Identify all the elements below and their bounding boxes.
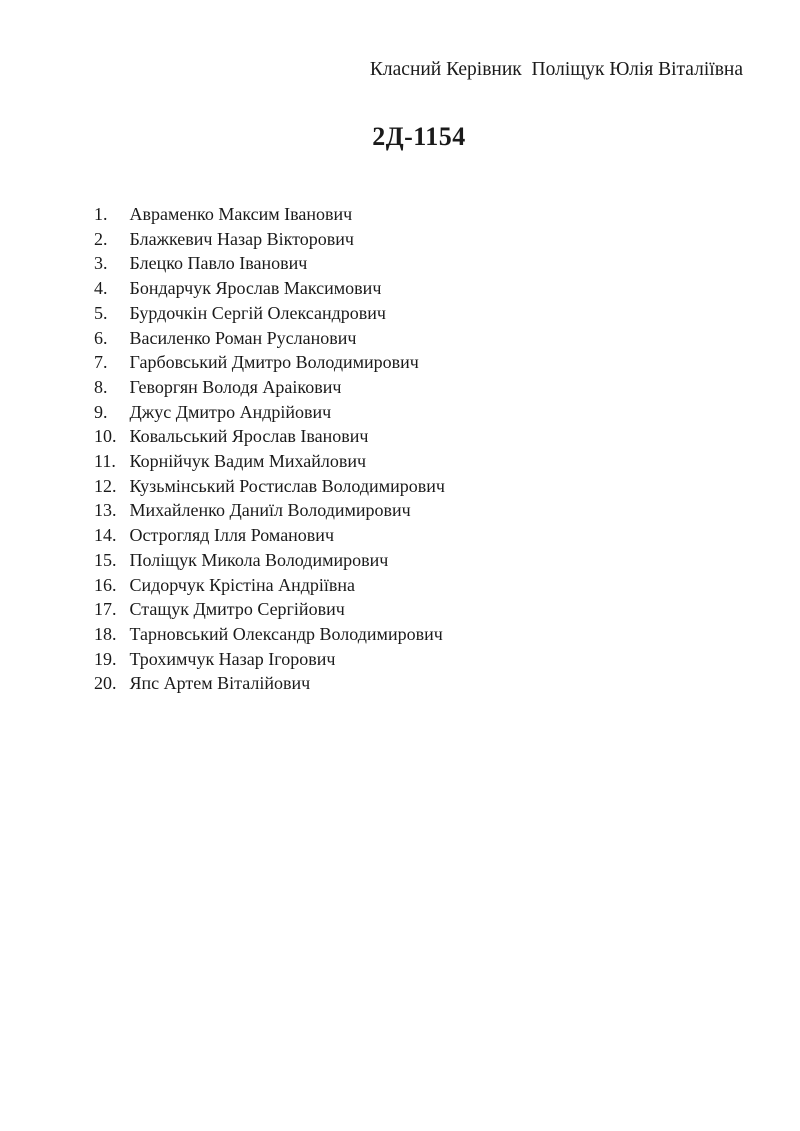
list-item-number: 12.: [94, 475, 117, 496]
list-item: [94, 622, 445, 647]
list-item-number: 7.: [94, 352, 108, 373]
student-list: [94, 202, 445, 696]
list-item: [94, 227, 445, 252]
list-item: [94, 251, 445, 276]
list-item-name: Тарновський Олександр Володимирович: [129, 623, 443, 644]
class-teacher-line: Класний Керівник Поліщук Юлія Віталіївна: [369, 59, 743, 80]
list-item: [94, 647, 445, 672]
list-item: [94, 498, 445, 523]
list-item: [94, 375, 445, 400]
list-item: [94, 400, 445, 425]
list-item: [94, 202, 445, 227]
list-item-name: Острогляд Ілля Романович: [129, 525, 334, 546]
list-item-number: 3.: [94, 253, 108, 274]
list-item: [94, 523, 445, 548]
list-item-name: Блецко Павло Іванович: [129, 253, 308, 274]
list-item-name: Джус Дмитро Андрійович: [129, 401, 332, 422]
list-item-name: Геворгян Володя Араікович: [129, 376, 342, 397]
list-item: [94, 350, 445, 375]
list-item-number: 10.: [94, 426, 117, 447]
list-item-name: Сидорчук Крістіна Андріївна: [129, 574, 356, 595]
list-item-name: Гарбовський Дмитро Володимирович: [129, 352, 419, 373]
list-item-name: Бондарчук Ярослав Максимович: [129, 278, 382, 299]
list-item: [94, 301, 445, 326]
list-item-name: Ковальський Ярослав Іванович: [129, 426, 369, 447]
list-item: [94, 597, 445, 622]
list-item-number: 15.: [94, 549, 117, 570]
list-item-number: 9.: [94, 401, 108, 422]
list-item-number: 19.: [94, 648, 117, 669]
group-title: 2Д-1154: [372, 122, 466, 151]
list-item-number: 6.: [94, 327, 108, 348]
list-item: [94, 276, 445, 301]
list-item: [94, 671, 445, 696]
list-item-number: 13.: [94, 500, 117, 521]
list-item-number: 4.: [94, 278, 108, 299]
list-item: [94, 424, 445, 449]
list-item: [94, 548, 445, 573]
list-item-number: 8.: [94, 376, 108, 397]
list-item-number: 2.: [94, 228, 108, 249]
list-item-name: Василенко Роман Русланович: [129, 327, 357, 348]
list-item-name: Поліщук Микола Володимирович: [129, 549, 389, 570]
list-item-number: 16.: [94, 574, 117, 595]
list-item-name: Блажкевич Назар Вікторович: [129, 228, 354, 249]
list-item-name: Кузьмінський Ростислав Володимирович: [129, 475, 445, 496]
list-item-name: Стащук Дмитро Сергійович: [129, 599, 345, 620]
list-item-number: 1.: [94, 204, 108, 224]
list-item-name: Корнійчук Вадим Михайлович: [129, 451, 367, 472]
list-item-number: 5.: [94, 302, 108, 323]
list-item: [94, 326, 445, 351]
list-item: [94, 573, 445, 598]
list-item-name: Михайленко Даниїл Володимирович: [129, 500, 411, 521]
list-item-number: 11.: [94, 451, 116, 472]
list-item-name: Трохимчук Назар Ігорович: [129, 648, 336, 669]
list-item-name: Авраменко Максим Іванович: [129, 204, 353, 224]
list-item-number: 14.: [94, 525, 117, 546]
list-item-number: 20.: [94, 673, 117, 694]
list-item-name: Япс Артем Віталійович: [129, 673, 311, 694]
list-item: [94, 474, 445, 499]
list-item-number: 18.: [94, 623, 117, 644]
list-item-number: 17.: [94, 599, 117, 620]
list-item: [94, 449, 445, 474]
list-item-name: Бурдочкін Сергій Олександрович: [129, 302, 386, 323]
